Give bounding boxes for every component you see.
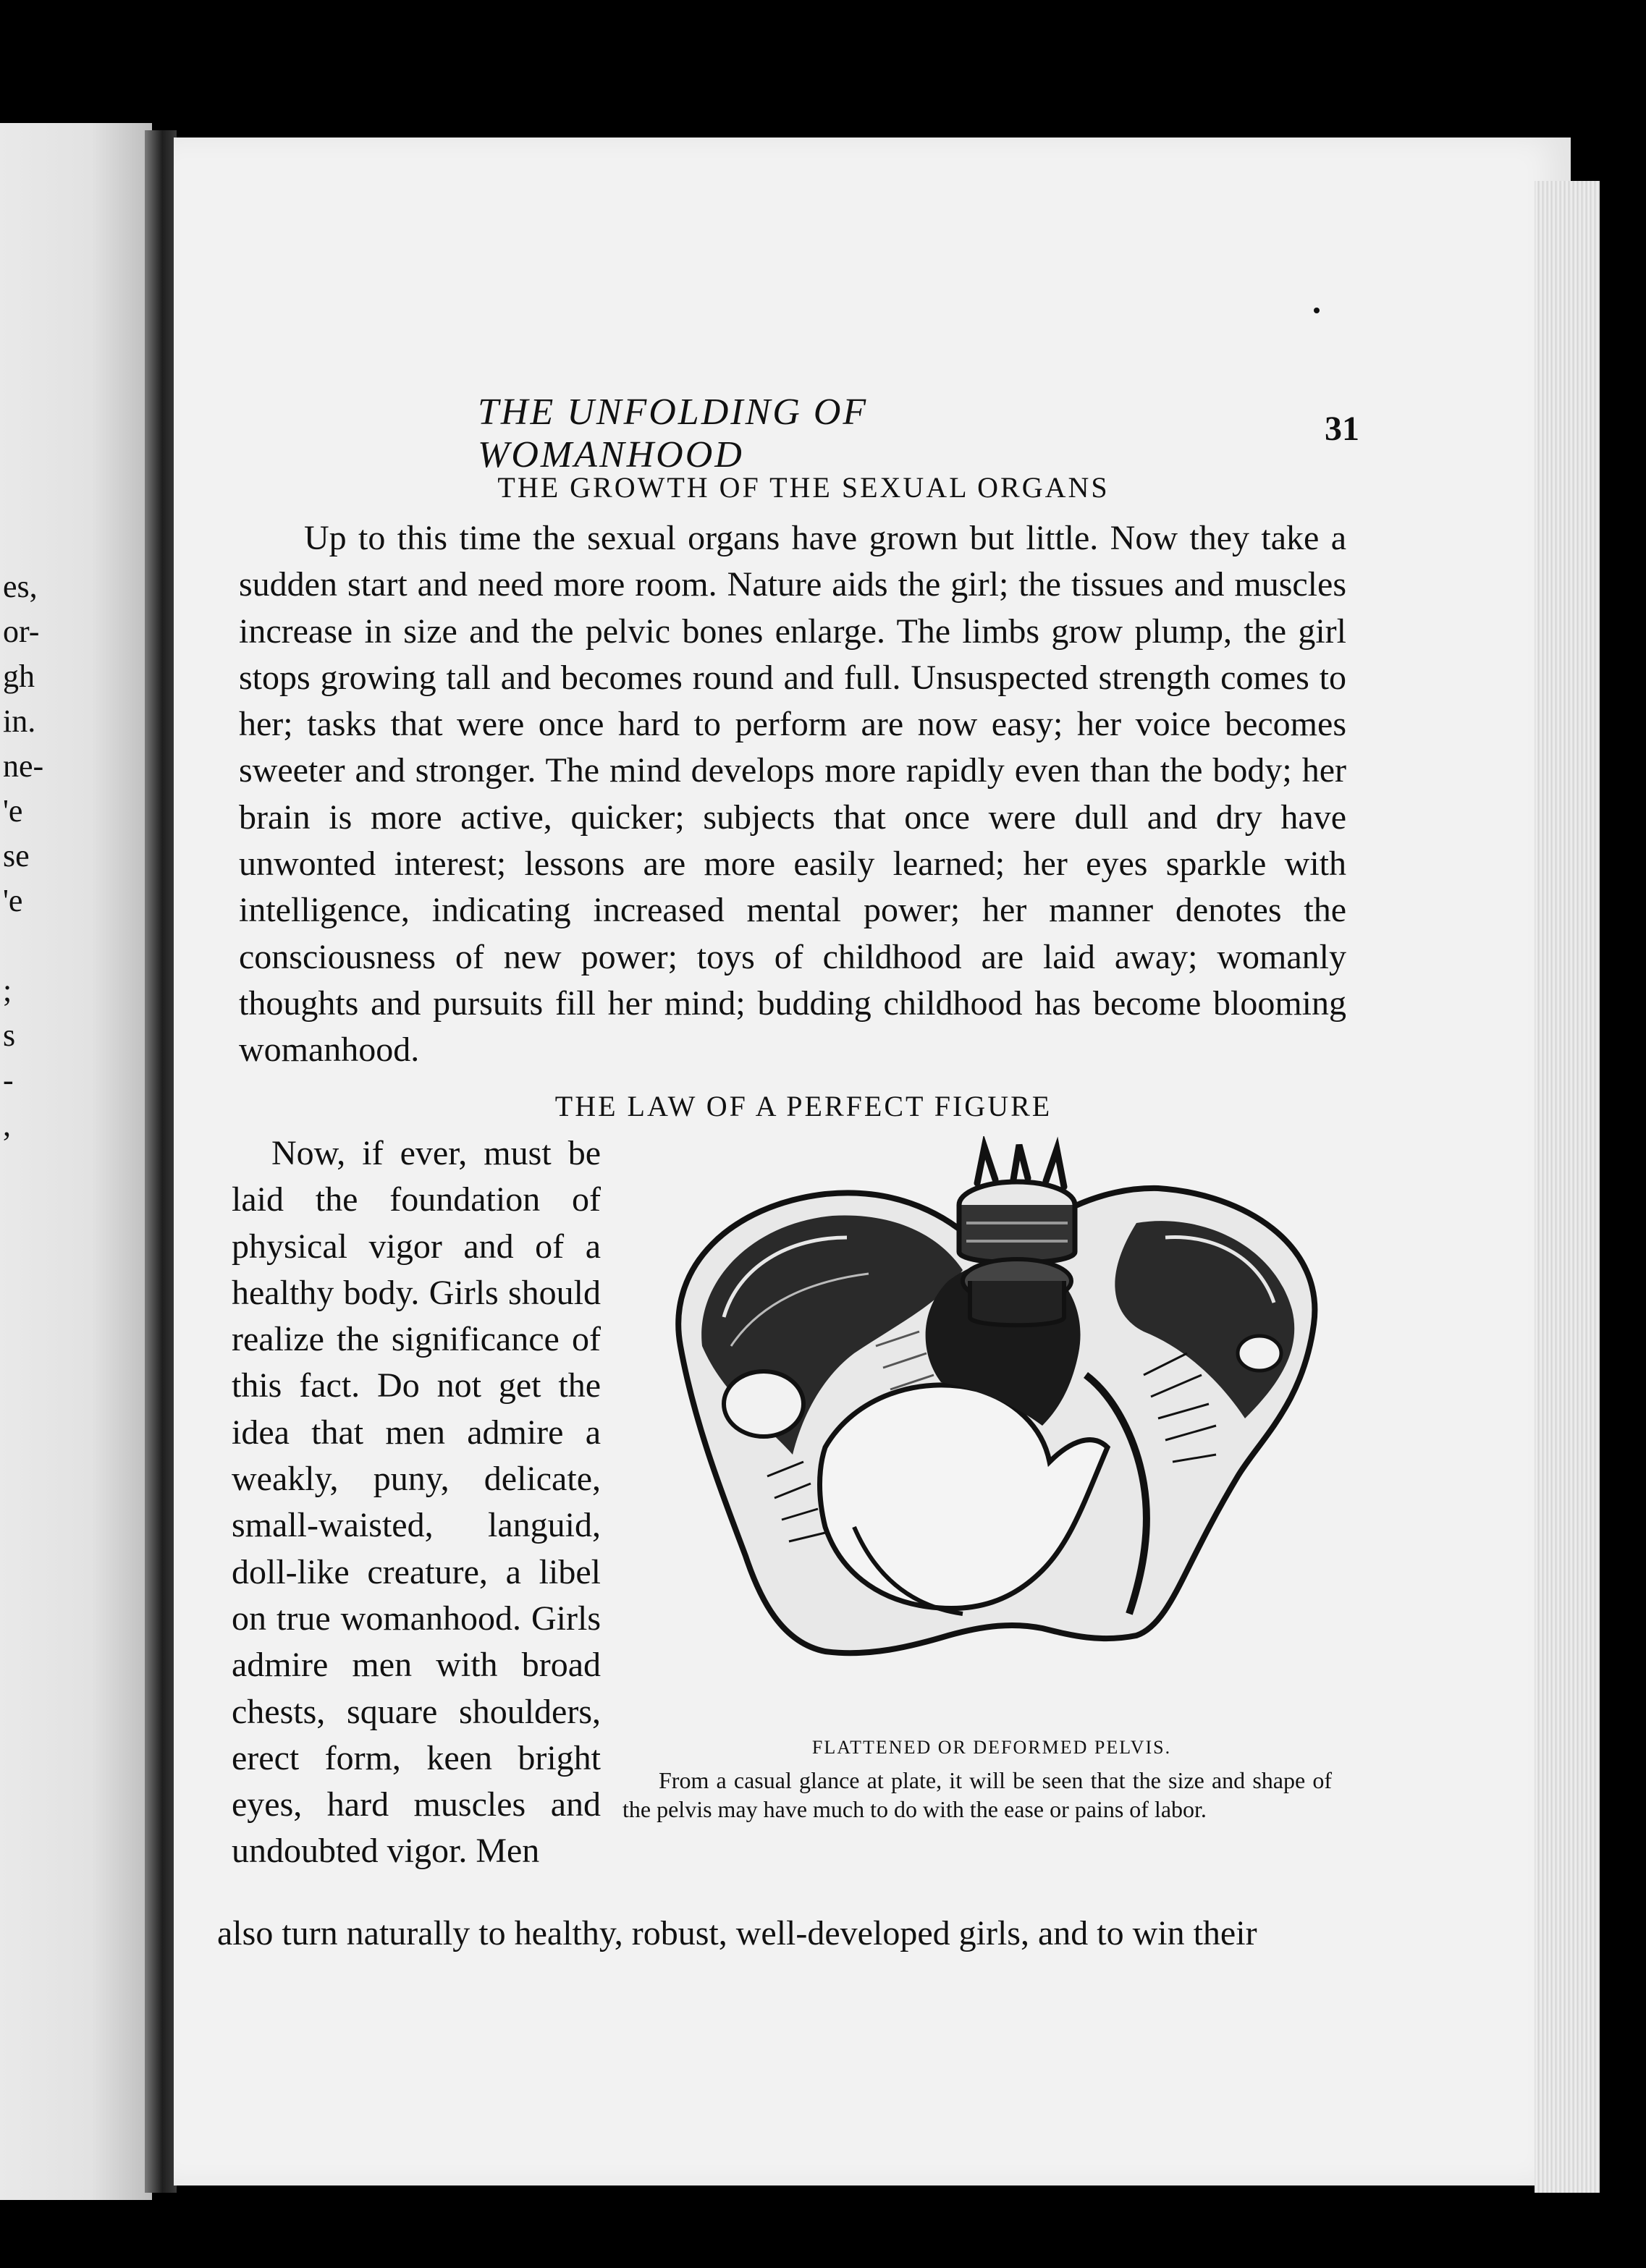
left-page-fragment-line: in. (3, 703, 36, 739)
left-page-fragment-line: 'e (3, 793, 23, 829)
paragraph-perfect-figure-continuation: also turn naturally to healthy, robust, well-developed girls, and to win their (217, 1914, 1257, 1952)
section-heading-perfect-figure: THE LAW OF A PERFECT FIGURE (554, 1090, 1052, 1122)
left-page-fragment (0, 123, 152, 2200)
paragraph-perfect-figure-column: Now, if ever, must be laid the foundation of physical vigor and of a healthy body. Girls should realize the significance of this fact. Do not get the idea that men admire a weakly, puny, delicate, small-waisted, languid, doll-like creature, a libel on true womanhood. Girls admire men with broad chests, square shoulders, erect form, keen bright eyes, hard muscles and undoubted vigor. Men (232, 1134, 601, 1871)
left-page-fragment-line: ne- (3, 748, 44, 784)
figure-caption-title: FLATTENED OR DEFORMED PELVIS. (811, 1737, 1172, 1758)
left-page-fragment-line: or- (3, 614, 40, 649)
paragraph-growth: Up to this time the sexual organs have grown but little. Now they take a sudden start and need more room. Nature aids the girl; the tissues and muscles increase in size and the pelvic bones enlarge. The limbs grow plump, the girl stops growing tall and becomes round and full. Unsuspected strength comes to her; tasks that were once hard to perform are now easy; her voice becomes sweeter and stronger. The mind develops more rapidly even than the body; her brain is more active, quicker; subjects that once were dull and dry have unwonted interest; lessons are more easily learned; her eyes sparkle with intelligence, indicating increased mental power; her manner denotes the consciousness of new power; toys of childhood are laid away; womanly thoughts and pursuits fill her mind; budding childhood has become blooming womanhood. (239, 519, 1346, 1070)
left-page-fragment-line (3, 923, 68, 968)
page-stack-edge (1535, 181, 1600, 2193)
section-heading-growth: THE GROWTH OF THE SEXUAL ORGANS (497, 471, 1110, 504)
left-page-fragment-line: gh (3, 659, 35, 694)
left-page-fragment-line: es, (3, 569, 38, 604)
left-page-fragment-line: 'e (3, 883, 23, 918)
pelvis-engraving-icon (637, 1136, 1346, 1715)
left-page-text-fragments (3, 564, 68, 1148)
running-head: THE UNFOLDING OF WOMANHOOD (478, 392, 869, 475)
left-page-fragment-line: ; (3, 973, 12, 1008)
print-speck (1314, 308, 1320, 313)
pelvis-illustration (637, 1136, 1346, 1715)
left-page-fragment-line: se (3, 838, 30, 873)
left-page-fragment-line: - (3, 1062, 14, 1098)
page-number: 31 (1325, 410, 1359, 448)
figure-caption-text: From a casual glance at plate, it will be seen that the size and shape of the pelvis may have much to do with the ease or pains of labor. (622, 1767, 1332, 1822)
left-page-fragment-line: , (3, 1107, 11, 1143)
left-page-fragment-line: s (3, 1017, 16, 1053)
book-gutter (145, 130, 177, 2193)
